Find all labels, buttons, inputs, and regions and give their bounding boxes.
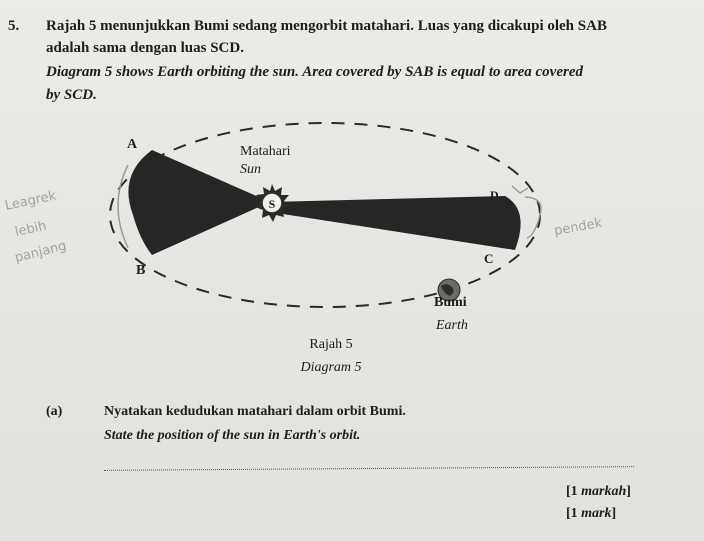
part-a-label: (a) <box>46 404 63 419</box>
part-a-english: State the position of the sun in Earth's orbit. <box>104 428 361 443</box>
sector-scd <box>270 196 521 250</box>
label-d: D <box>490 188 499 202</box>
question-english-line-1: Diagram 5 shows Earth orbiting the sun. Area covered by SAB is equal to area covered <box>46 64 583 80</box>
diagram-caption-english: Diagram 5 <box>300 360 362 375</box>
question-malay-line-1: Rajah 5 menunjukkan Bumi sedang mengorbit matahari. Luas yang dicakupi oleh SAB <box>46 18 607 34</box>
sun-icon <box>255 184 290 222</box>
mark-english-num: [1 <box>566 506 582 521</box>
question-english-line-2: by SCD. <box>46 87 97 103</box>
diagram-caption-malay: Rajah 5 <box>309 337 353 352</box>
pencil-note-right: pendek <box>553 215 604 239</box>
question-malay-line-2: adalah sama dengan luas SCD. <box>46 40 244 56</box>
label-c: C <box>484 251 494 266</box>
label-b: B <box>136 263 146 278</box>
pencil-note-left-3: panjang <box>13 238 68 266</box>
mark-english <box>566 506 616 522</box>
mark-malay <box>566 484 631 500</box>
mark-malay-word: markah <box>581 484 627 499</box>
mark-english-close: ] <box>611 506 617 521</box>
label-s: S <box>268 197 276 211</box>
pencil-note-left-1: Leagrek <box>3 188 58 214</box>
label-a: A <box>127 137 138 152</box>
part-a-malay: Nyatakan kedudukan matahari dalam orbit Bumi. <box>104 404 406 419</box>
orbit-diagram <box>0 110 704 335</box>
pencil-bracket-left <box>118 165 128 248</box>
earth-label-malay: Bumi <box>434 295 467 310</box>
mark-english-word: mark <box>581 506 612 521</box>
sun-label-english: Sun <box>240 162 261 177</box>
sun-label-malay: Matahari <box>240 144 291 159</box>
mark-malay-num: [1 <box>566 484 582 499</box>
answer-line[interactable] <box>104 466 634 471</box>
mark-malay-close: ] <box>626 484 631 499</box>
pencil-note-left-2: lebih <box>13 218 48 240</box>
earth-label-english: Earth <box>436 318 468 333</box>
pencil-tick-d <box>512 186 528 193</box>
question-number: 5. <box>8 18 20 34</box>
